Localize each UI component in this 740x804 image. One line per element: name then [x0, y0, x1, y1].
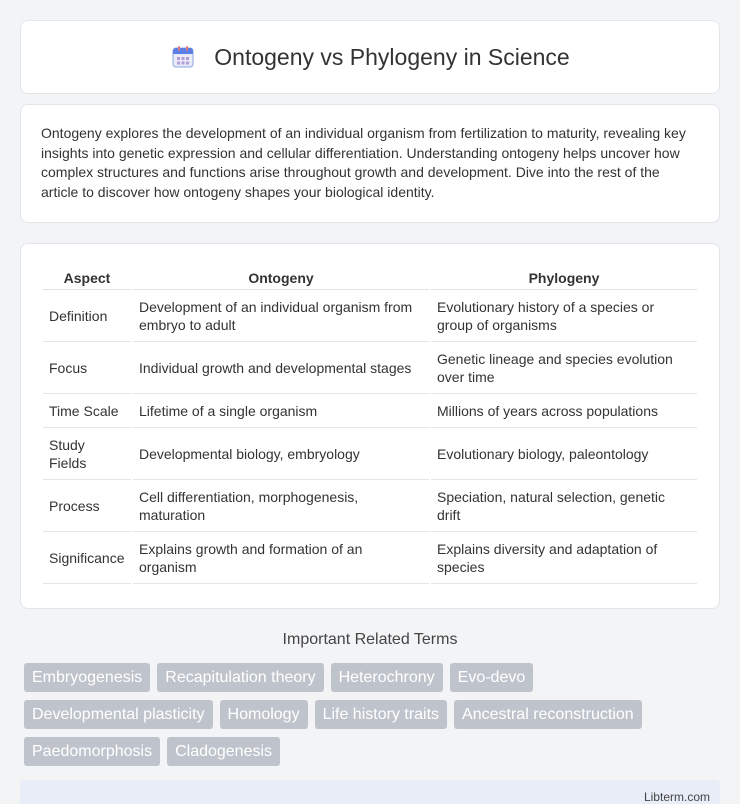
- term-tag[interactable]: Recapitulation theory: [157, 663, 323, 692]
- cell-aspect: Definition: [43, 292, 131, 342]
- cell-ontogeny: Development of an individual organism from embryo to adult: [133, 292, 429, 342]
- intro-card: [20, 104, 720, 223]
- cell-aspect: Significance: [43, 534, 131, 584]
- cell-phylogeny: Evolutionary history of a species or group of organisms: [431, 292, 697, 342]
- footer: [20, 780, 720, 804]
- comparison-table: [41, 264, 699, 586]
- related-terms-list: [20, 663, 660, 766]
- table-row: [43, 396, 697, 428]
- term-tag[interactable]: Heterochrony: [331, 663, 443, 692]
- page-header: [20, 20, 720, 94]
- cell-phylogeny: Speciation, natural selection, genetic drift: [431, 482, 697, 532]
- cell-ontogeny: Cell differentiation, morphogenesis, maturation: [133, 482, 429, 532]
- table-row: [43, 482, 697, 532]
- page-title: Ontogeny vs Phylogeny in Science: [214, 43, 570, 70]
- header-ontogeny: Ontogeny: [133, 266, 429, 290]
- header-phylogeny: Phylogeny: [431, 266, 697, 290]
- intro-text: Ontogeny explores the development of an individual organism from fertilization to maturity, revealing key insights into genetic expression and cellular differentiation. Understanding ontogeny helps uncover how complex structures and functions arise throughout growth and development. Dive into the rest of the article to discover how ontogeny shapes your biological identity.: [41, 125, 686, 200]
- table-row: [43, 430, 697, 480]
- table-row: [43, 292, 697, 342]
- table-row: [43, 344, 697, 394]
- term-tag[interactable]: Embryogenesis: [24, 663, 150, 692]
- table-header-row: [43, 266, 697, 290]
- cell-phylogeny: Millions of years across populations: [431, 396, 697, 428]
- cell-aspect: Process: [43, 482, 131, 532]
- term-tag[interactable]: Life history traits: [315, 700, 447, 729]
- cell-phylogeny: Genetic lineage and species evolution over time: [431, 344, 697, 394]
- term-tag[interactable]: Evo-devo: [450, 663, 534, 692]
- term-tag[interactable]: Homology: [220, 700, 308, 729]
- cell-ontogeny: Explains growth and formation of an organism: [133, 534, 429, 584]
- term-tag[interactable]: Cladogenesis: [167, 737, 280, 766]
- cell-phylogeny: Evolutionary biology, paleontology: [431, 430, 697, 480]
- cell-aspect: Study Fields: [43, 430, 131, 480]
- table-row: [43, 534, 697, 584]
- cell-ontogeny: Lifetime of a single organism: [133, 396, 429, 428]
- cell-ontogeny: Developmental biology, embryology: [133, 430, 429, 480]
- calendar-icon: [170, 44, 196, 70]
- header-aspect: Aspect: [43, 266, 131, 290]
- term-tag[interactable]: Ancestral reconstruction: [454, 700, 642, 729]
- related-terms-title: Important Related Terms: [282, 631, 458, 648]
- term-tag[interactable]: Developmental plasticity: [24, 700, 213, 729]
- cell-ontogeny: Individual growth and developmental stages: [133, 344, 429, 394]
- footer-brand-link[interactable]: Libterm.com: [643, 790, 710, 804]
- comparison-card: [20, 243, 720, 609]
- term-tag[interactable]: Paedomorphosis: [24, 737, 160, 766]
- cell-aspect: Time Scale: [43, 396, 131, 428]
- cell-phylogeny: Explains diversity and adaptation of species: [431, 534, 697, 584]
- cell-aspect: Focus: [43, 344, 131, 394]
